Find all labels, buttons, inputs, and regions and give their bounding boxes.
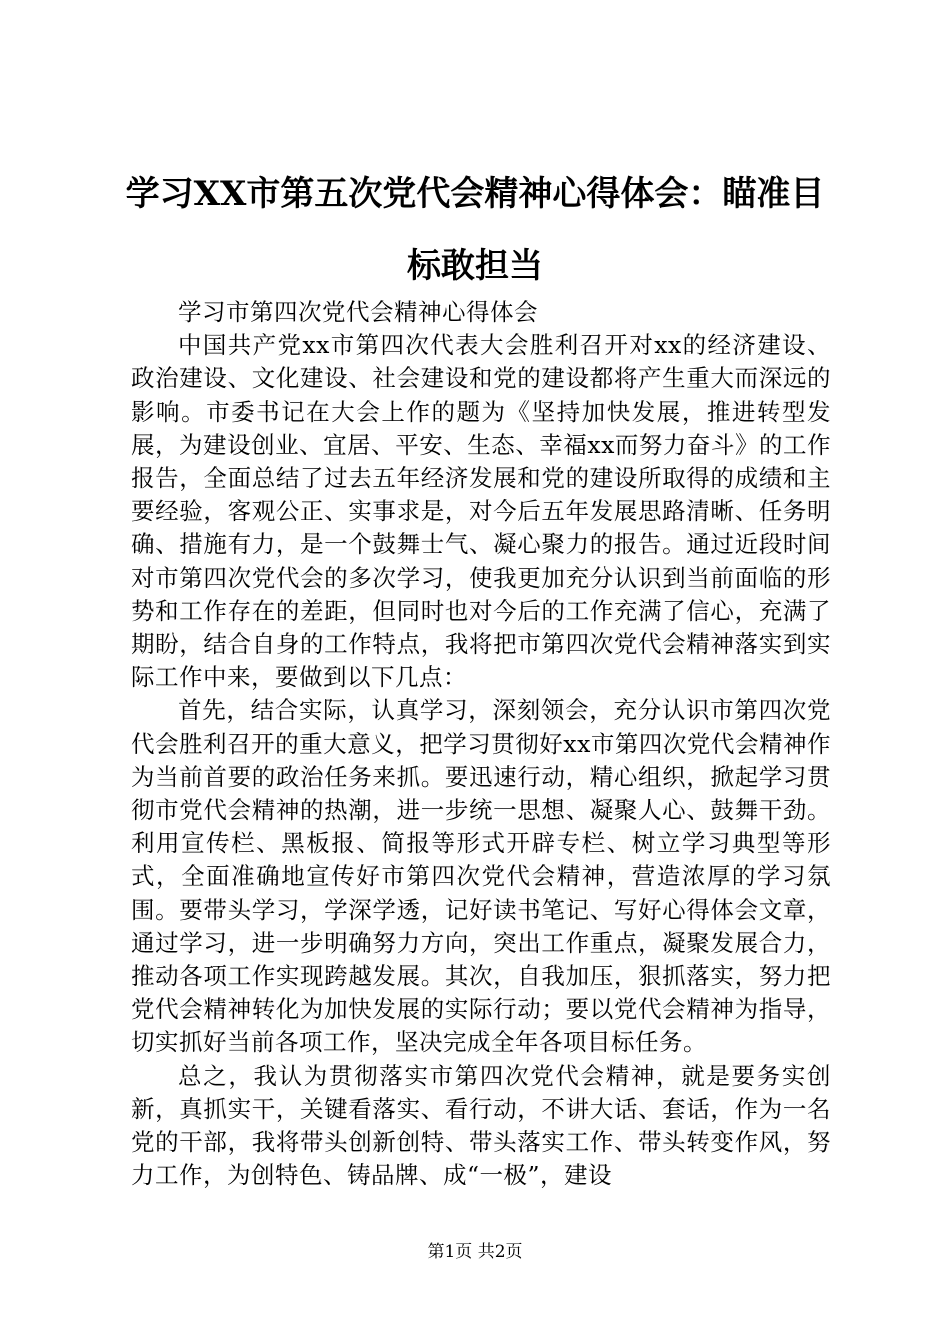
paragraph: 总之，我认为贯彻落实市第四次党代会精神，就是要务实创新，真抓实干，关键看落实、看行动，不讲大话、套话，作为一名党的干部，我将带头创新创特、带头落实工作、带头转变作风，努力工作，为创特色、铸品牌、成“一极”，建设	[131, 1061, 831, 1190]
document-body	[131, 296, 831, 1192]
page-number-footer: 第1页 共2页	[427, 1242, 523, 1262]
document-subtitle: 学习市第四次党代会精神心得体会	[178, 298, 538, 326]
document-title: 学习XX市第五次党代会精神心得体会：瞄准目标敢担当	[125, 174, 825, 286]
paragraph: 中国共产党xx市第四次代表大会胜利召开对xx的经济建设、政治建设、文化建设、社会建设和党的建设都将产生重大而深远的影响。市委书记在大会上作的题为《坚持加快发展，推进转型发展，为建设创业、宜居、平安、生态、幸福xx而努力奋斗》的工作报告，全面总结了过去五年经济发展和党的建设所取得的成绩和主要经验，客观公正、实事求是，对今后五年发展思路清晰、任务明确、措施有力，是一个鼓舞士气、凝心聚力的报告。通过近段时间对市第四次党代会的多次学习，使我更加充分认识到当前面临的形势和工作存在的差距，但同时也对今后的工作充满了信心，充满了期盼，结合自身的工作特点，我将把市第四次党代会精神落实到实际工作中来，要做到以下几点：	[131, 331, 831, 692]
paragraph: 首先，结合实际，认真学习，深刻领会，充分认识市第四次党代会胜利召开的重大意义，把学习贯彻好xx市第四次党代会精神作为当前首要的政治任务来抓。要迅速行动，精心组织，掀起学习贯彻市党代会精神的热潮，进一步统一思想、凝聚人心、鼓舞干劲。利用宣传栏、黑板报、简报等形式开辟专栏、树立学习典型等形式，全面准确地宣传好市第四次党代会精神，营造浓厚的学习氛围。要带头学习，学深学透，记好读书笔记、写好心得体会文章，通过学习，进一步明确努力方向，突出工作重点，凝聚发展合力，推动各项工作实现跨越发展。其次，自我加压，狠抓落实，努力把党代会精神转化为加快发展的实际行动；要以党代会精神为指导，切实抓好当前各项工作，坚决完成全年各项目标任务。	[131, 696, 831, 1057]
